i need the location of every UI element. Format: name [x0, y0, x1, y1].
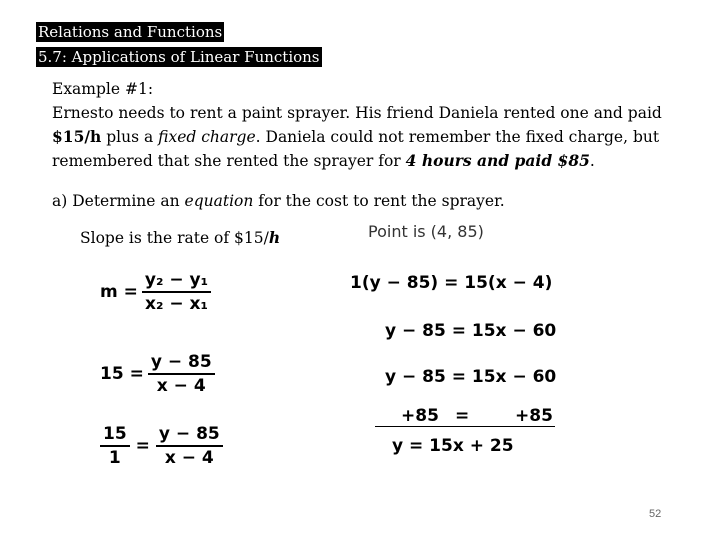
slope-unit: h [268, 228, 281, 247]
lhs-fraction [100, 424, 130, 468]
expanded-line-repeat: y − 85 = 15x − 60 [385, 367, 557, 387]
fixed-charge-term: fixed charge [158, 128, 256, 146]
final-equation: y = 15x + 25 [392, 436, 514, 456]
slope-text: Slope is the rate of $15/ [80, 229, 269, 247]
add-85-right: +85 [515, 406, 553, 426]
fraction-numerator: 15 [100, 424, 130, 447]
add-85-left: +85 [401, 406, 439, 426]
fraction-numerator: y − 85 [156, 424, 223, 447]
question-text: a) Determine an [52, 192, 185, 210]
question-text: for the cost to rent the sprayer. [253, 192, 505, 210]
question-a [52, 189, 505, 213]
substituted-equation [100, 352, 215, 396]
rate-value: $15/h [52, 127, 102, 146]
example-text: plus a [101, 128, 159, 146]
cross-multiply-line: 1(y − 85) = 15(x − 4) [350, 273, 553, 293]
header-title-line2: 5.7: Applications of Linear Functions [38, 48, 320, 66]
example-label: Example #1: [52, 80, 154, 98]
header-title-line1: Relations and Functions [38, 23, 223, 41]
example-line-2 [52, 125, 659, 149]
point-note: Point is (4, 85) [368, 222, 484, 241]
example-line-3 [52, 149, 595, 173]
fraction-denominator: x − 4 [164, 448, 214, 468]
add-85-line [375, 406, 555, 427]
fraction-denominator: x − 4 [156, 376, 206, 396]
equation-term: equation [184, 192, 254, 210]
slope-formula-lhs: m = [100, 282, 138, 302]
fraction-equation [100, 424, 223, 468]
rhs-fraction [156, 424, 223, 468]
example-line-1: Ernesto needs to rent a paint sprayer. His friend Daniela rented one and paid [52, 104, 662, 122]
example-text: remembered that she rented the sprayer for [52, 152, 406, 170]
add-85-equals: = [455, 406, 470, 426]
equals-sign: = [135, 436, 150, 456]
substituted-fraction [148, 352, 215, 396]
hours-and-paid: 4 hours and paid $85 [405, 151, 590, 170]
fraction-numerator: y₂ − y₁ [142, 270, 211, 293]
fraction-denominator: 1 [108, 448, 121, 468]
slope-formula [100, 270, 211, 314]
fraction-denominator: x₂ − x₁ [145, 294, 208, 314]
substituted-lhs: 15 = [100, 364, 144, 384]
page-number: 52 [649, 508, 662, 520]
slope-formula-fraction [142, 270, 211, 314]
example-text: . Daniela could not remember the fixed charge, but [255, 128, 660, 146]
expanded-line: y − 85 = 15x − 60 [385, 321, 557, 341]
fraction-numerator: y − 85 [148, 352, 215, 375]
example-text: . [589, 152, 595, 170]
slope-note [80, 228, 280, 247]
